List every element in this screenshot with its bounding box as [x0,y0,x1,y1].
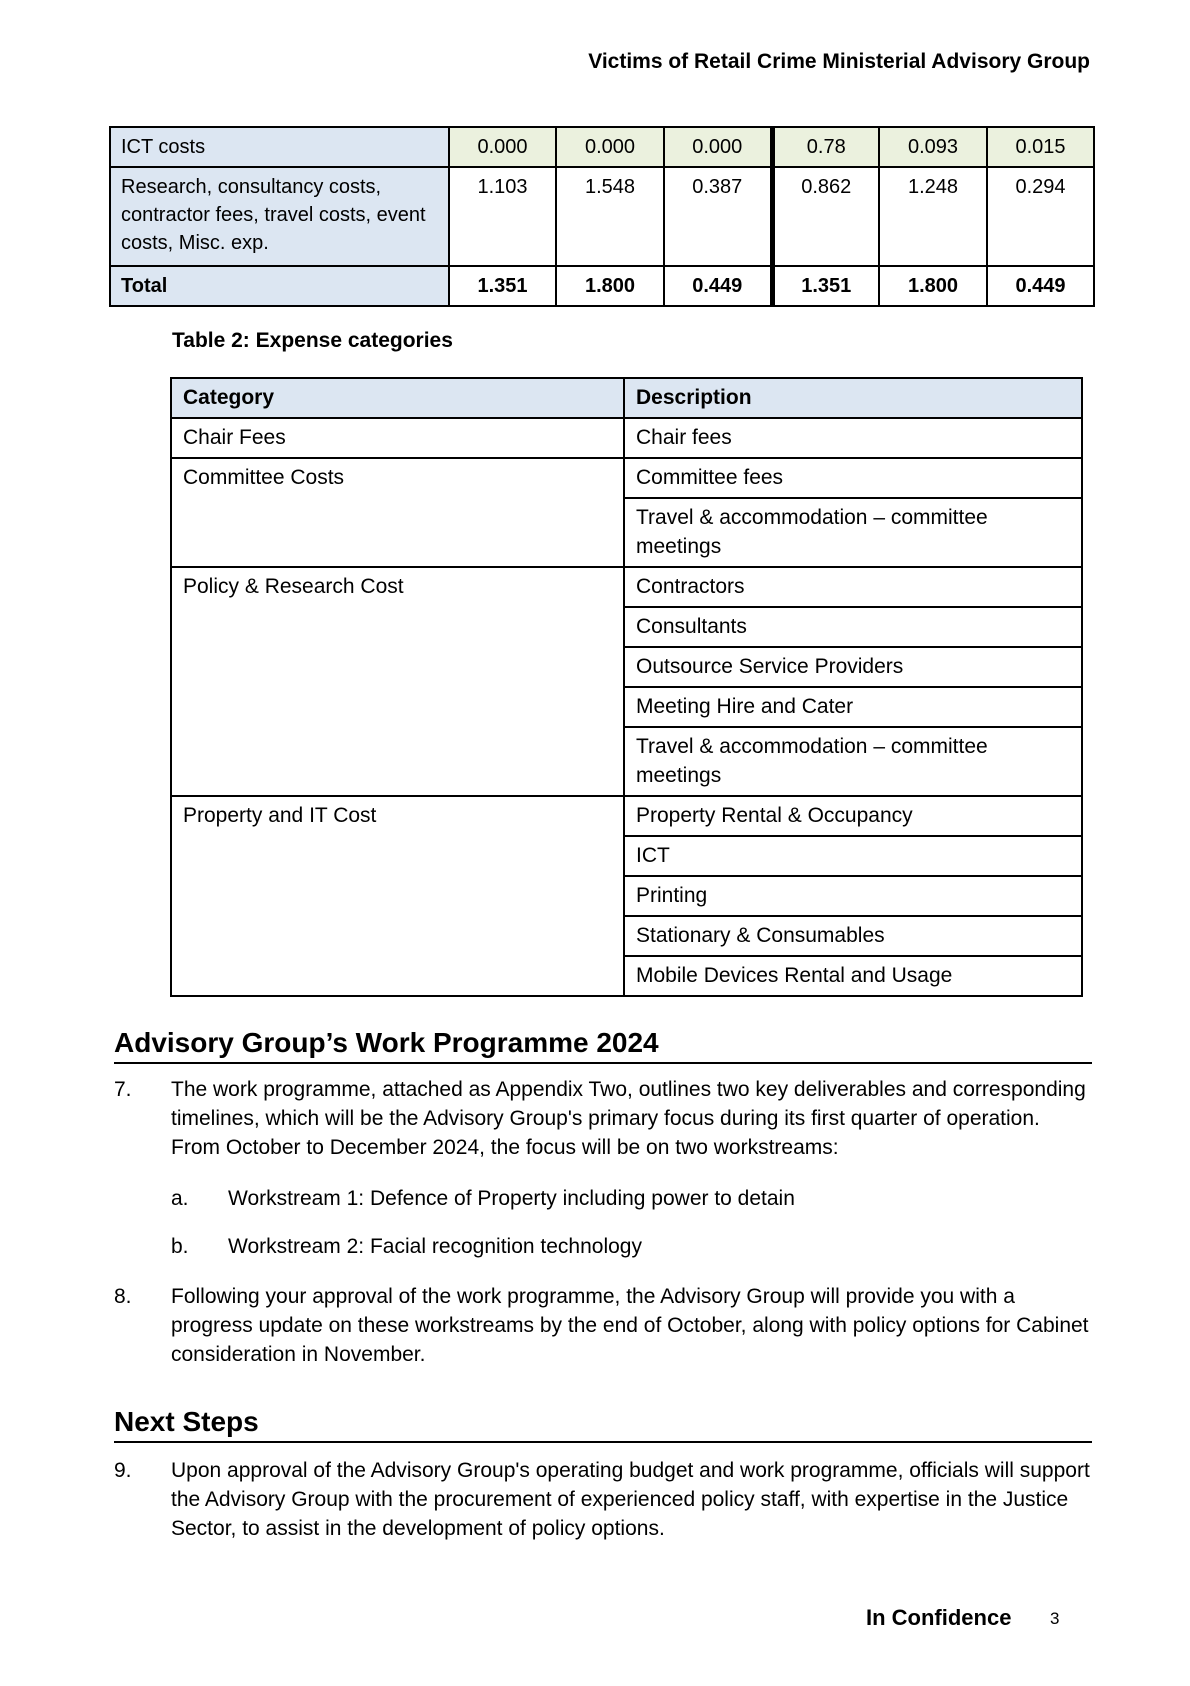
table-header-row [171,378,1082,418]
list-item-text: Workstream 2: Facial recognition technology [228,1235,642,1258]
table-cell: 1.351 [772,266,879,306]
table-cell: 1.800 [879,266,987,306]
table-cell: 0.78 [772,127,879,167]
description-cell: Travel & accommodation – committee meetings [624,498,1082,567]
column-header: Description [624,378,1082,418]
table-row-total [110,266,1094,306]
list-item-a [171,1184,795,1213]
description-cell: Property Rental & Occupancy [624,796,1082,836]
category-cell: Policy & Research Cost [171,567,624,796]
table-cell: 1.248 [879,167,987,266]
description-cell: Contractors [624,567,1082,607]
table-cell: 0.449 [664,266,772,306]
description-cell: Travel & accommodation – committee meetings [624,727,1082,796]
description-cell: Stationary & Consumables [624,916,1082,956]
table-cell: 1.548 [556,167,664,266]
table-cell: 0.000 [449,127,556,167]
running-header: Victims of Retail Crime Ministerial Advisory Group [588,50,1090,73]
table-cell: 0.015 [987,127,1094,167]
table-cell: 0.294 [987,167,1094,266]
paragraph-7 [114,1075,1094,1162]
category-cell: Property and IT Cost [171,796,624,996]
paragraph-text: The work programme, attached as Appendix Two, outlines two key deliverables and corresponding timelines, which will be the Advisory Group's primary focus during its first quarter of operation. From October to December 2024, the focus will be on two workstreams: [171,1078,1086,1159]
description-cell: Committee fees [624,458,1082,498]
budget-table-continuation [109,126,1095,307]
security-classification: In Confidence [866,1605,1012,1630]
list-item-b [171,1232,642,1261]
table-row [171,418,1082,458]
row-label: ICT costs [110,127,449,167]
description-cell: Printing [624,876,1082,916]
column-header: Category [171,378,624,418]
table-cell: 0.862 [772,167,879,266]
table-row-research [110,167,1094,266]
row-label: Total [110,266,449,306]
paragraph-number: 7. [114,1078,132,1101]
description-cell: Meeting Hire and Cater [624,687,1082,727]
paragraph-text: Following your approval of the work programme, the Advisory Group will provide you with a progress update on these workstreams by the end of October, along with policy options for Cabinet consideration in November. [171,1285,1089,1366]
paragraph-number: 8. [114,1285,132,1308]
paragraph-number: 9. [114,1459,132,1482]
description-cell: ICT [624,836,1082,876]
table-cell: 1.103 [449,167,556,266]
table-caption: Table 2: Expense categories [172,329,453,352]
description-cell: Mobile Devices Rental and Usage [624,956,1082,996]
description-cell: Chair fees [624,418,1082,458]
row-label: Research, consultancy costs, contractor fees, travel costs, event costs, Misc. exp. [110,167,449,266]
table-row-ict [110,127,1094,167]
expense-categories-table [170,377,1083,997]
list-marker: a. [171,1187,189,1210]
section-heading-work-programme: Advisory Group’s Work Programme 2024 [114,1027,1092,1064]
table-cell: 1.351 [449,266,556,306]
table-row [171,567,1082,607]
paragraph-8 [114,1282,1094,1369]
category-cell: Committee Costs [171,458,624,567]
description-cell: Outsource Service Providers [624,647,1082,687]
table-cell: 0.387 [664,167,772,266]
table-row [171,458,1082,498]
list-marker: b. [171,1235,189,1258]
table-cell: 0.000 [556,127,664,167]
table-cell: 0.000 [664,127,772,167]
list-item-text: Workstream 1: Defence of Property including power to detain [228,1187,795,1210]
category-cell: Chair Fees [171,418,624,458]
page-number: 3 [1050,1609,1060,1628]
table-cell: 1.800 [556,266,664,306]
table-cell: 0.449 [987,266,1094,306]
description-cell: Consultants [624,607,1082,647]
paragraph-9 [114,1456,1094,1543]
table-cell: 0.093 [879,127,987,167]
paragraph-text: Upon approval of the Advisory Group's operating budget and work programme, officials will support the Advisory Group with the procurement of experienced policy staff, with expertise in the Justice Sector, to assist in the development of policy options. [171,1459,1090,1540]
section-heading-next-steps: Next Steps [114,1406,1092,1443]
table-row [171,796,1082,836]
